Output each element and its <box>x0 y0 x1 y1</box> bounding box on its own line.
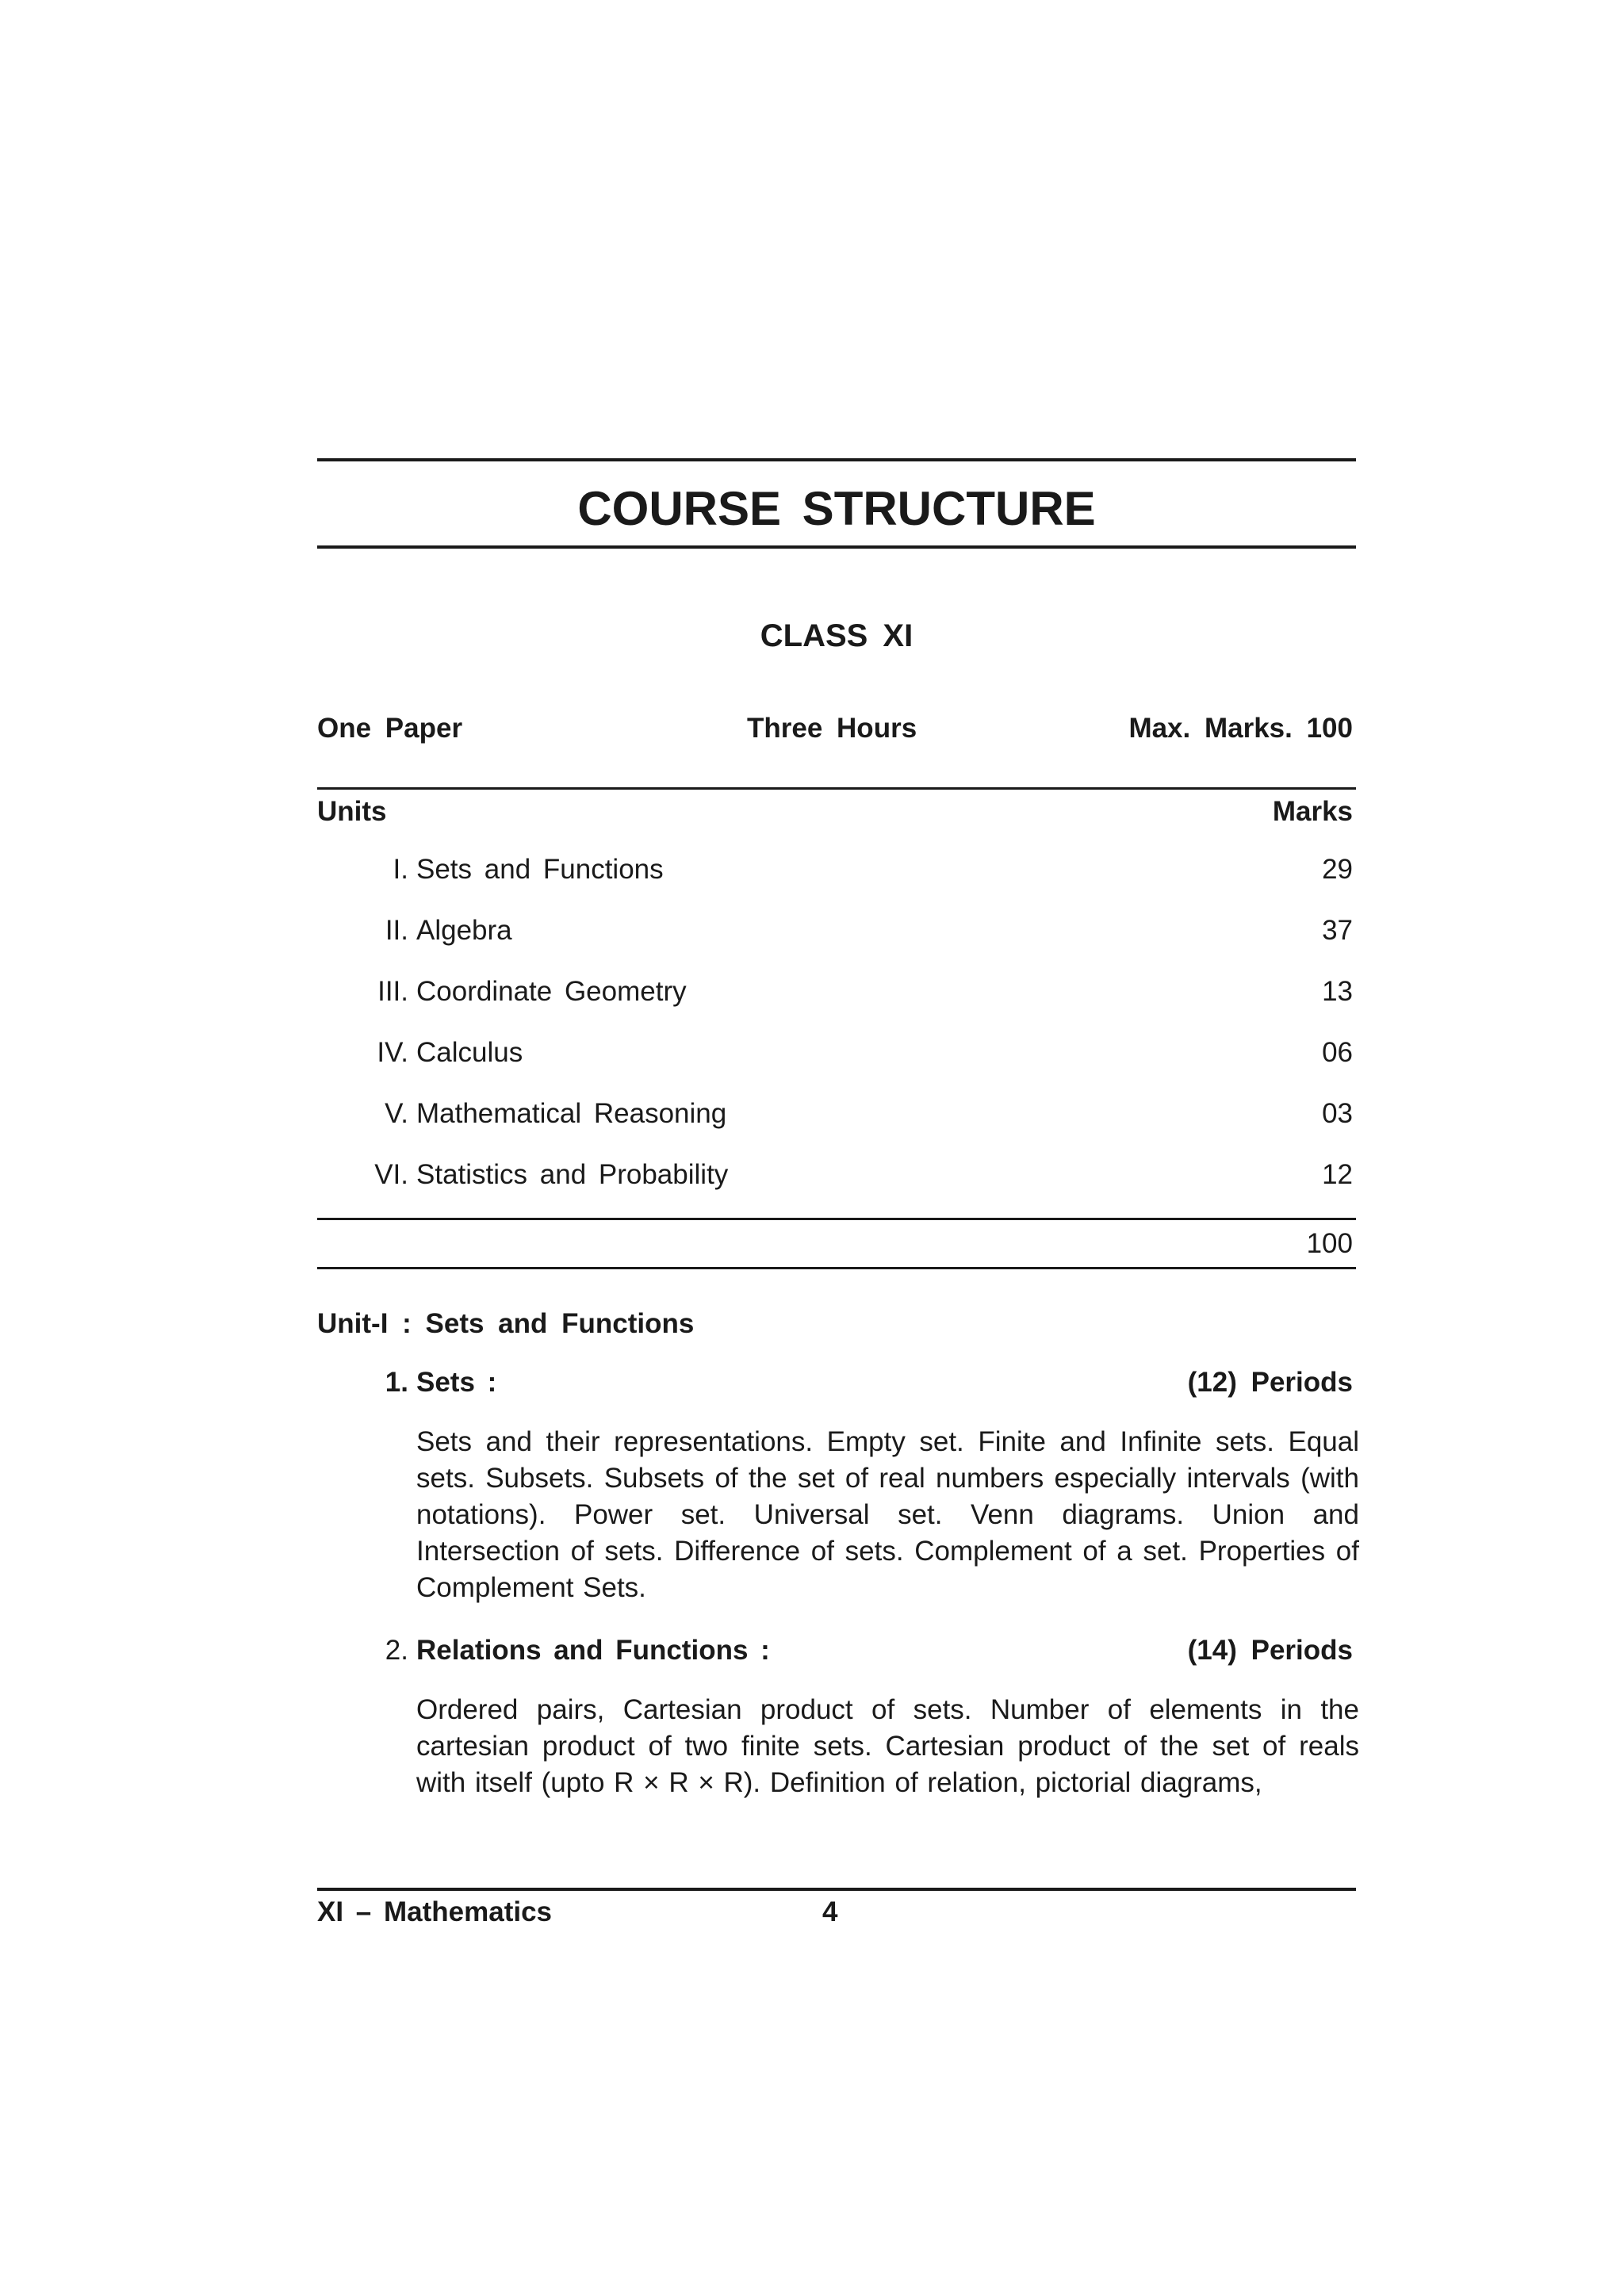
unit-marks: 06 <box>1322 1037 1353 1068</box>
topic-periods: (12) Periods <box>1187 1367 1353 1398</box>
unit-name: Statistics and Probability <box>416 1159 729 1190</box>
table-row <box>317 1158 1356 1192</box>
unit-name: Algebra <box>416 915 512 946</box>
unit-marks: 12 <box>1322 1159 1353 1190</box>
topic-row <box>317 1365 1356 1400</box>
topic-name: Relations and Functions : <box>416 1635 770 1666</box>
total-marks: 100 <box>1306 1228 1353 1259</box>
unit-name: Sets and Functions <box>416 854 664 885</box>
footer-subject: XI – Mathematics <box>317 1896 552 1927</box>
topic-periods: (14) Periods <box>1187 1635 1353 1666</box>
table-top-rule <box>317 787 1356 790</box>
units-header: Units <box>317 796 387 827</box>
topic-number: 2. <box>385 1635 408 1666</box>
table-row <box>317 1035 1356 1070</box>
title-bottom-rule <box>317 545 1356 549</box>
class-label: CLASS XI <box>760 618 914 653</box>
total-bottom-rule <box>317 1267 1356 1269</box>
unit-number: VI. <box>374 1159 408 1190</box>
unit-number: II. <box>385 915 408 946</box>
marks-header: Marks <box>1272 796 1353 827</box>
table-row <box>317 852 1356 887</box>
unit-heading: Unit-I : Sets and Functions <box>317 1308 695 1339</box>
page <box>317 0 1359 2296</box>
unit-marks: 29 <box>1322 854 1353 885</box>
topic-number: 1. <box>385 1367 408 1398</box>
topic-description: Sets and their representations. Empty set. Finite and Infinite sets. Equal sets. Subsets. Subsets of the set of real numbers especially intervals (with notations). Power set. Universal set. Venn diagrams. Union and Intersection of sets. Difference of sets. Complement of a set. Properties of Complement Sets. <box>416 1426 1359 1603</box>
unit-marks: 37 <box>1322 915 1353 946</box>
topic-row <box>317 1633 1356 1668</box>
topic-name: Sets : <box>416 1367 497 1398</box>
table-row <box>317 913 1356 948</box>
table-row <box>317 974 1356 1009</box>
page-title: COURSE STRUCTURE <box>577 482 1096 535</box>
unit-number: IV. <box>377 1037 408 1068</box>
duration-label: Three Hours <box>747 713 917 744</box>
unit-number: I. <box>393 854 408 885</box>
title-top-rule <box>317 458 1356 461</box>
total-top-rule <box>317 1218 1356 1220</box>
paper-label: One Paper <box>317 713 463 744</box>
unit-name: Mathematical Reasoning <box>416 1098 727 1129</box>
page-number: 4 <box>822 1896 838 1927</box>
unit-name: Calculus <box>416 1037 523 1068</box>
max-marks-label: Max. Marks. 100 <box>1128 713 1353 744</box>
unit-number: III. <box>377 976 408 1007</box>
unit-marks: 03 <box>1322 1098 1353 1129</box>
table-row <box>317 1096 1356 1131</box>
footer-rule <box>317 1888 1356 1891</box>
unit-number: V. <box>385 1098 408 1129</box>
unit-name: Coordinate Geometry <box>416 976 687 1007</box>
unit-marks: 13 <box>1322 976 1353 1007</box>
topic-description: Ordered pairs, Cartesian product of sets. Number of elements in the cartesian product of two finite sets. Cartesian product of the set of reals with itself (upto R × R × R). Definition of relation, pictorial diagrams, <box>416 1694 1359 1798</box>
